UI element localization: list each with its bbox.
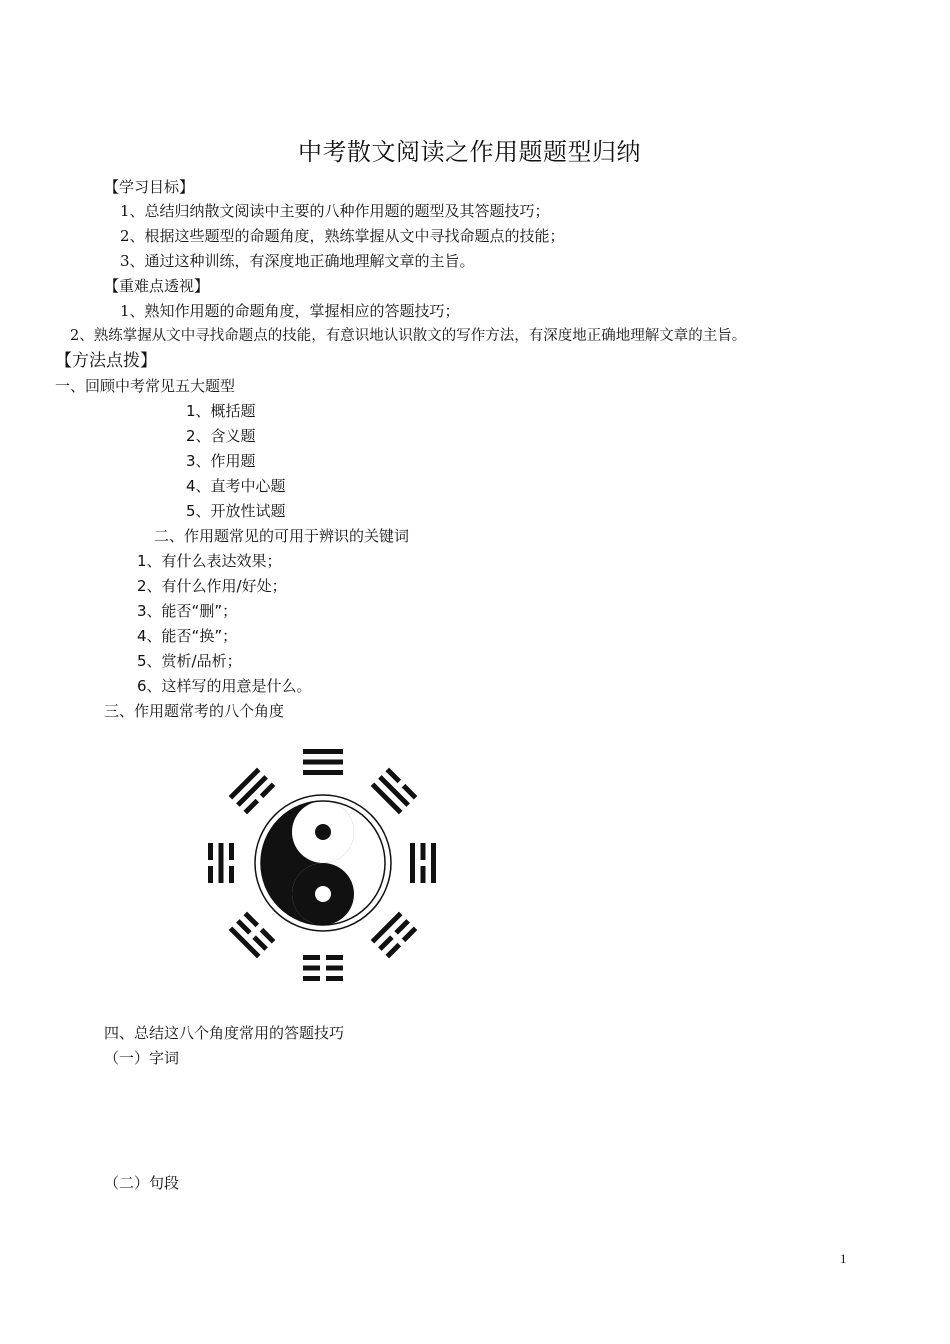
keyword-item: 2、有什么作用/好处； <box>137 577 287 595</box>
keyword-item: 4、能否“换”； <box>137 627 238 645</box>
question-type-item: 3、作用题 <box>186 452 256 470</box>
section-two-heading: 二、作用题常见的可用于辨识的关键词 <box>154 527 410 545</box>
section-one-heading: 一、回顾中考常见五大题型 <box>55 377 236 395</box>
keyword-item: 3、能否“删”； <box>137 602 238 620</box>
question-type-item: 1、概括题 <box>186 402 256 420</box>
bagua-yin-yang-icon <box>198 742 448 992</box>
keyword-item: 6、这样写的用意是什么。 <box>137 677 312 695</box>
difficulty-item: 2、熟练掌握从文中寻找命题点的技能，有意识地认识散文的写作方法，有深度地正确地理解文章的主旨。 <box>70 328 747 344</box>
difficulties-heading: 【重难点透视】 <box>104 277 210 295</box>
keyword-item: 5、赏析/品析； <box>137 652 242 670</box>
goal-item: 2、根据这些题型的命题角度，熟练掌握从文中寻找命题点的技能； <box>120 227 565 245</box>
subsection-sentences: （二）句段 <box>104 1174 180 1192</box>
keyword-item: 1、有什么表达效果； <box>137 552 282 570</box>
goals-heading: 【学习目标】 <box>104 178 195 196</box>
goal-item: 3、通过这种训练，有深度地正确地理解文章的主旨。 <box>120 252 475 270</box>
question-type-item: 2、含义题 <box>186 427 256 445</box>
method-heading: 【方法点拨】 <box>55 351 157 371</box>
page-number: 1 <box>840 1251 847 1266</box>
goal-item: 1、总结归纳散文阅读中主要的八种作用题的题型及其答题技巧； <box>120 202 550 220</box>
difficulty-item: 1、熟知作用题的命题角度，掌握相应的答题技巧； <box>120 302 460 320</box>
section-four-heading: 四、总结这八个角度常用的答题技巧 <box>104 1024 345 1042</box>
page-title: 中考散文阅读之作用题题型归纳 <box>298 138 641 166</box>
question-type-item: 5、开放性试题 <box>186 502 286 520</box>
section-three-heading: 三、作用题常考的八个角度 <box>104 702 285 720</box>
subsection-words: （一）字词 <box>104 1049 180 1067</box>
question-type-item: 4、直考中心题 <box>186 477 286 495</box>
